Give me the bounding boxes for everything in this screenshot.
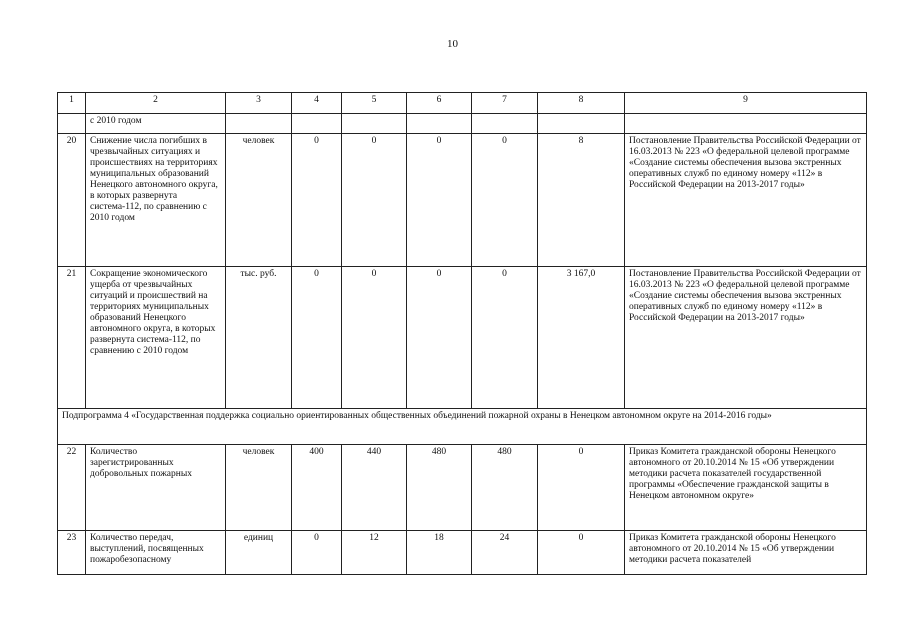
indicator-name-cell: Снижение числа погибших в чрезвычайных ситуациях и происшествиях на территориях муниципальных образований Ненецкого автономного округа, в которых развернута система-112, по сравнению с 2010 годом xyxy=(86,134,226,267)
value-cell: 24 xyxy=(472,531,538,575)
value-cell: 8 xyxy=(538,134,625,267)
table-row xyxy=(58,134,867,267)
header-cell: 1 xyxy=(58,93,86,114)
value-cell xyxy=(407,114,472,134)
value-cell: 0 xyxy=(292,531,342,575)
row-number-cell: 21 xyxy=(58,267,86,409)
unit-cell: тыс. руб. xyxy=(226,267,292,409)
source-cell: Приказ Комитета гражданской обороны Ненецкого автономного от 20.10.2014 № 15 «Об утверждении методики расчета показателей xyxy=(625,531,867,575)
value-cell xyxy=(538,114,625,134)
header-cell: 7 xyxy=(472,93,538,114)
value-cell: 18 xyxy=(407,531,472,575)
source-cell xyxy=(625,114,867,134)
header-cell: 8 xyxy=(538,93,625,114)
table-row xyxy=(58,267,867,409)
value-cell: 480 xyxy=(472,445,538,531)
unit-cell: человек xyxy=(226,134,292,267)
value-cell: 3 167,0 xyxy=(538,267,625,409)
indicator-name-cell: Сокращение экономического ущерба от чрезвычайных ситуаций и происшествий на территориях муниципальных образований Ненецкого автономного округа, в которых развернута система-112, по сравнению с 2010 годом xyxy=(86,267,226,409)
indicator-name-cell: Количество передач, выступлений, посвященных пожаробезопасному xyxy=(86,531,226,575)
row-number-cell xyxy=(58,114,86,134)
value-cell: 0 xyxy=(407,134,472,267)
subprogram-title: Подпрограмма 4 «Государственная поддержка социально ориентированных общественных объединений пожарной охраны в Ненецком автономном округе на 2014-2016 годы» xyxy=(58,409,867,445)
subprogram-section-row xyxy=(58,409,867,445)
header-cell: 9 xyxy=(625,93,867,114)
source-cell: Постановление Правительства Российской Федерации от 16.03.2013 № 223 «О федеральной целевой программе «Создание системы обеспечения вызова экстренных оперативных служб по единому номеру «112» в Российской Федерации на 2013-2017 годы» xyxy=(625,134,867,267)
value-cell xyxy=(472,114,538,134)
value-cell: 0 xyxy=(292,267,342,409)
value-cell: 12 xyxy=(342,531,407,575)
value-cell: 0 xyxy=(407,267,472,409)
value-cell: 0 xyxy=(292,134,342,267)
value-cell: 400 xyxy=(292,445,342,531)
unit-cell xyxy=(226,114,292,134)
row-number-cell: 22 xyxy=(58,445,86,531)
header-cell: 5 xyxy=(342,93,407,114)
indicator-name-cell: с 2010 годом xyxy=(86,114,226,134)
row-number-cell: 20 xyxy=(58,134,86,267)
value-cell: 0 xyxy=(342,267,407,409)
indicator-name-cell: Количество зарегистрированных добровольных пожарных xyxy=(86,445,226,531)
value-cell: 440 xyxy=(342,445,407,531)
unit-cell: единиц xyxy=(226,531,292,575)
source-cell: Приказ Комитета гражданской обороны Ненецкого автономного от 20.10.2014 № 15 «Об утверждении методики расчета показателей государственной программы «Обеспечение гражданской защиты в Ненецком автономном округе» xyxy=(625,445,867,531)
header-cell: 2 xyxy=(86,93,226,114)
value-cell: 0 xyxy=(472,267,538,409)
header-cell: 6 xyxy=(407,93,472,114)
value-cell: 0 xyxy=(472,134,538,267)
indicators-table xyxy=(57,92,867,575)
value-cell: 480 xyxy=(407,445,472,531)
header-row xyxy=(58,93,867,114)
value-cell: 0 xyxy=(538,531,625,575)
header-cell: 4 xyxy=(292,93,342,114)
value-cell: 0 xyxy=(538,445,625,531)
table-row xyxy=(58,531,867,575)
value-cell: 0 xyxy=(342,134,407,267)
value-cell xyxy=(292,114,342,134)
value-cell xyxy=(342,114,407,134)
page-number: 10 xyxy=(447,38,458,50)
row-number-cell: 23 xyxy=(58,531,86,575)
table-row-continuation xyxy=(58,114,867,134)
header-cell: 3 xyxy=(226,93,292,114)
table-row xyxy=(58,445,867,531)
unit-cell: человек xyxy=(226,445,292,531)
source-cell: Постановление Правительства Российской Федерации от 16.03.2013 № 223 «О федеральной целевой программе «Создание системы обеспечения вызова экстренных оперативных служб по единому номеру «112» в Российской Федерации на 2013-2017 годы» xyxy=(625,267,867,409)
